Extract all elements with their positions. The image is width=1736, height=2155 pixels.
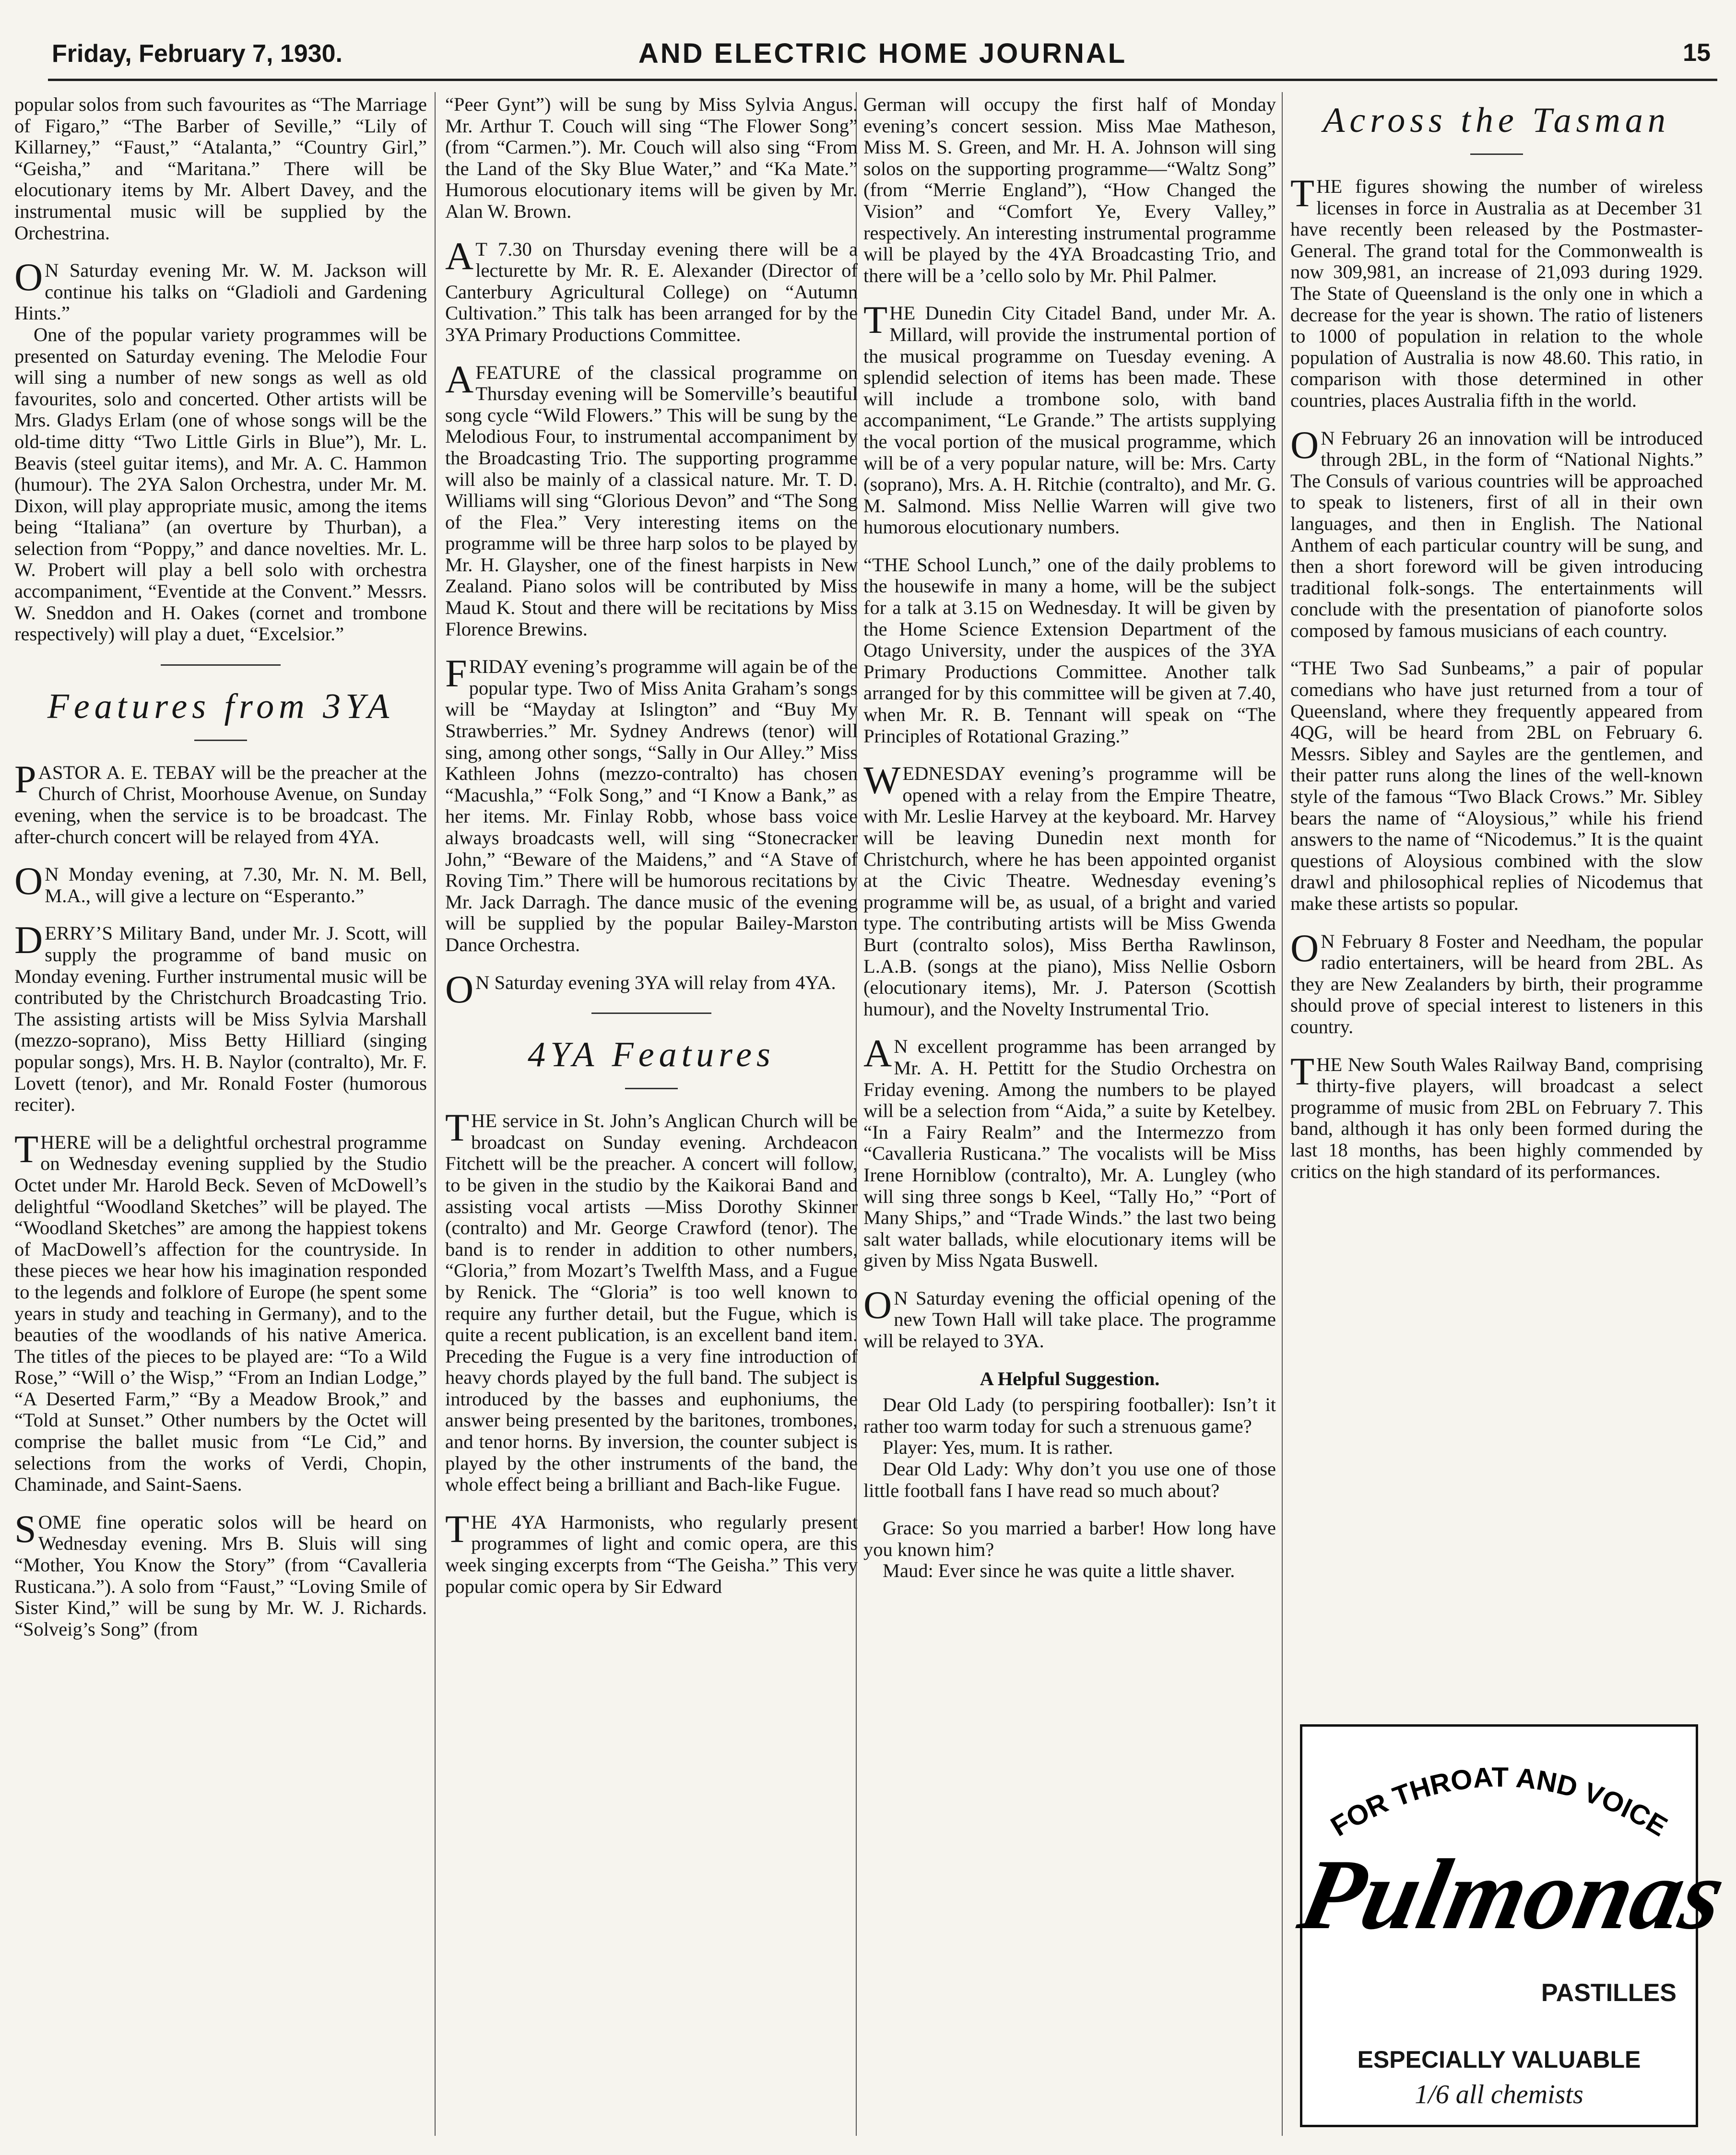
article-paragraph: ON February 26 an innovation will be introduced through 2BL, in the form of “National Nights.” The Consuls of various countries will be approached to speak to listeners, first of all in their own languages, and then in English. The National Anthem of each particular country will be sung, and then a short foreword will be given introducing traditional folk-songs. The entertainments will conclude with the presentation of pianoforte solos composed by famous musicians of each country. bbox=[1290, 423, 1703, 641]
article-paragraph: DERRY’S Military Band, under Mr. J. Scott, will supply the programme of band music on Monday evening. Further instrumental music will be contributed by the Christchurch Broadcasting Trio. The assisting artists will be Miss Sylvia Marshall (mezzo-soprano), Miss Betty Hilliard (singing popular songs), Mrs. H. B. Naylor (contralto), Mr. F. Lovett (tenor), and Mr. Ronald Foster (humorous reciter). bbox=[14, 918, 427, 1116]
article-paragraph: AFEATURE of the classical programme on Thursday evening will be Somerville’s beautiful song cycle “Wild Flowers.” This will be sung by the Melodious Four, to instrumental accompaniment by the Broadcasting Trio. The supporting programme will also be mainly of a classical nature. Mr. T. D. Williams will sing “Glorious Devon” and “The Song of the Flea.” Very interesting items on the programme will be three harp solos to be played by Mr. H. Glaysher, one of the finest harpists in New Zealand. Piano solos will be contributed by Miss Maud K. Stout and there will be recitations by Miss Florence Brewins. bbox=[445, 357, 858, 640]
section-heading: 4YA Features bbox=[528, 1035, 775, 1075]
ad-product-type: PASTILLES bbox=[1541, 1979, 1677, 2007]
dialogue-block bbox=[863, 1394, 1276, 1582]
article-paragraph: One of the popular variety programmes will be presented on Saturday evening. The Melodie Four will sing a number of new songs as well as old favourites, solo and concerted. Other artists will be Mrs. Gladys Erlam (one of whose songs will be the old-time ditty “Two Little Girls in Blue”), Mr. L. Beavis (steel guitar items), and Mr. A. C. Hammon (humour). The 2YA Salon Orchestra, under Mr. M. Dixon, will play appropriate music, among the items being “Italiana” (an overture by Thurban), a selection from “Poppy,” and dance novelties. Mr. L. W. Probert will play a bell solo with orchestra accompaniment, “Eventide at the Convent.” Messrs. W. Sneddon and H. Oakes (cornet and trombone respectively) will play a duet, “Excelsior.” bbox=[14, 323, 427, 645]
article-paragraph: FRIDAY evening’s programme will again be of the popular type. Two of Miss Anita Graham’s songs will be “Mayday at Islington” and “Buy My Strawberries.” Mr. Sydney Andrews (tenor) will sing, among other songs, “Sally in Our Alley.” Miss Kathleen Johns (mezzo-contralto) has chosen “Macushla,” “Folk Song,” and “I Know a Bank,” as her items. Mr. Finlay Robb, whose bass voice always broadcasts well, will sing “Stonecracker John,” “Beware of the Maidens,” and “A Stave of Roving Tim.” There will be humorous recitations by Mr. Jack Darragh. The dance music of the evening will be supplied by the popular Bailey-Marston Dance Orchestra. bbox=[445, 651, 858, 955]
article-paragraph: AT 7.30 on Thursday evening there will be a lecturette by Mr. R. E. Alexander (Director of Canterbury Agricultural College) on “Autumn Cultivation.” This talk has been arranged for by the 3YA Primary Productions Committee. bbox=[445, 234, 858, 345]
article-paragraph: ON Saturday evening the official opening of the new Town Hall will take place. The programme will be relayed to 3YA. bbox=[863, 1283, 1276, 1352]
article-paragraph: ON Monday evening, at 7.30, Mr. N. M. Bell, M.A., will give a lecture on “Esperanto.” bbox=[14, 859, 427, 907]
article-paragraph: THERE will be a delightful orchestral programme on Wednesday evening supplied by the Studio Octet under Mr. Harold Beck. Seven of McDowell’s delightful “Woodland Sketches” will be played. The “Woodland Sketches” are among the happiest tokens of MacDowell’s affection for the countryside. In these pieces we hear how his imagination responded to the legends and folklore of Europe (he spent some years in study and teaching in Germany), and to the beauties of the woodlands of his native America. The titles of the pieces to be played are: “To a Wild Rose,” “Will o’ the Wisp,” “From an Indian Lodge,” “A Deserted Farm,” “By a Meadow Brook,” and “Told at Sunset.” Other numbers by the Octet will comprise the ballet music from “Le Cid,” and selections from the works of Verdi, Chopin, Chaminade, and Saint-Saens. bbox=[14, 1127, 427, 1496]
column-rule bbox=[1282, 92, 1283, 2136]
dialogue-line: Maud: Ever since he was quite a little shaver. bbox=[883, 1560, 1235, 1582]
page-number: 15 bbox=[1683, 39, 1711, 67]
column-rule bbox=[435, 92, 436, 2136]
article-paragraph: AN excellent programme has been arranged by Mr. A. H. Pettitt for the Studio Orchestra on Friday evening. Among the numbers to be played will be a selection from “Aida,” a suite by Ketelbey. “In a Fairy Realm” and the Intermezzo from “Cavalleria Rusticana.” The vocalists will be Miss Irene Horniblow (contralto), Mr. A. Lungley (who will sing three songs b Keel, “Tally Ho,” “Port of Many Ships,” and “Trade Winds.” the last two being salt water ballads, while elocutionary items will be given by Miss Ngata Buswell. bbox=[863, 1031, 1276, 1272]
article-paragraph: THE Dunedin City Citadel Band, under Mr. A. Millard, will provide the instrumental portion of the musical programme on Tuesday evening. A splendid selection of items has been made. These will include a trombone solo, with band accompaniment, “Le Grande.” The artists supplying the vocal portion of the musical programme, which will be of a very popular nature, will be: Mrs. Carty (soprano), Mrs. A. H. Ritchie (contralto), and Mr. G. M. Salmond. Miss Nellie Warren will give two humorous elocutionary numbers. bbox=[863, 298, 1276, 538]
article-paragraph: ON Saturday evening 3YA will relay from 4YA. bbox=[445, 967, 836, 1011]
section-heading: Across the Tasman bbox=[1323, 101, 1670, 140]
article-paragraph: PASTOR A. E. TEBAY will be the preacher at the Church of Christ, Moorhouse Avenue, on Sunday evening, when the service is to be broadcast. The after-church concert will be relayed from 4YA. bbox=[14, 757, 427, 848]
ad-price: 1/6 all chemists bbox=[1415, 2080, 1583, 2109]
article-paragraph: THE New South Wales Railway Band, comprising thirty-five players, will broadcast a select programme of music from 2BL on February 7. This band, although it has only been formed during the last 18 months, has been highly commended by critics on the high standard of its performances. bbox=[1290, 1049, 1703, 1182]
pulmonas-advertisement bbox=[1290, 1724, 1735, 2127]
separator-rule bbox=[591, 1013, 711, 1014]
article-paragraph: “THE School Lunch,” one of the daily problems to the housewife in many a home, will be the subject for a talk at 3.15 on Wednesday. It will be given by the Home Science Extension Department of the Otago University, under the auspices of the 3YA Primary Productions Committee. Another talk arranged for by this committee will be given at 7.40, when Mr. R. B. Tennant will speak on “The Principles of Rotational Grazing.” bbox=[863, 553, 1276, 747]
article-paragraph: SOME fine operatic solos will be heard on Wednesday evening. Mrs B. Sluis will sing “Mother, You Know the Story” (from “Cavalleria Rusticana.”). A solo from “Faust,” “Loving Smile of Sister Kind,” will be sung by Mr. W. J. Richards. “Solveig’s Song” (from bbox=[14, 1507, 427, 1640]
column-1 bbox=[14, 94, 427, 2132]
subheading: A Helpful Suggestion. bbox=[980, 1367, 1160, 1390]
section-heading: Features from 3YA bbox=[47, 686, 394, 726]
dialogue-line: Dear Old Lady (to perspiring footballer): Isn’t it rather too warm today for such a strenuous game? bbox=[863, 1394, 1276, 1437]
separator-rule bbox=[161, 664, 281, 666]
article-paragraph: ON Saturday evening Mr. W. M. Jackson will continue his talks on “Gladioli and Gardening Hints.” bbox=[14, 255, 427, 324]
article-paragraph: ON February 8 Foster and Needham, the popular radio entertainers, will be heard from 2BL. As they are New Zealanders by birth, their programme should prove of special interest to listeners in this country. bbox=[1290, 926, 1703, 1037]
heading-rule bbox=[194, 740, 247, 741]
column-2 bbox=[445, 94, 858, 2132]
dialogue-line: Player: Yes, mum. It is rather. bbox=[883, 1437, 1113, 1459]
article-paragraph: popular solos from such favourites as “The Marriage of Figaro,” “The Barber of Seville,” “Lily of Killarney,” “Faust,” “Atalanta,” “Country Girl,” “Geisha,” and “Maritana.” There will be elocutionary items by Mr. Albert Davey, and the instrumental music will be supplied by the Orchestrina. bbox=[14, 94, 427, 244]
article-paragraph: “THE Two Sad Sunbeams,” a pair of popular comedians who have just returned from a tour of Queensland, where they frequently appeared from 4QG, will be heard from 2BL on February 6. Messrs. Sibley and Sayles are the gentlemen, and their patter runs along the lines of the well-known style of the famous “Two Black Crows.” Mr. Sibley bears the name of “Aloysious,” while his friend answers to the name of “Nicodemus.” It is the quaint questions of Aloysious combined with the slow drawl and philosophical replies of Nicodemus that make these artists so popular. bbox=[1290, 657, 1703, 914]
article-paragraph: THE 4YA Harmonists, who regularly present programmes of light and comic opera, are this week singing excerpts from “The Geisha.” This very popular comic opera by Sir Edward bbox=[445, 1507, 858, 1597]
dialogue-line: Grace: So you married a barber! How long have you known him? bbox=[863, 1517, 1276, 1560]
article-paragraph: WEDNESDAY evening’s programme will be opened with a relay from the Empire Theatre, with Mr. Leslie Harvey at the keyboard. Mr. Harvey will be leaving Dunedin next month for Christchurch, where he has been appointed organist at the Civic Theatre. Wednesday evening’s programme will be, as usual, of a bright and varied type. The contributing artists will be Miss Gwenda Burt (contralto solos), Miss Bertha Rawlinson, L.A.B. (songs at the piano), Miss Nellie Osborn (elocutionary items), Mr. J. Paterson (Scottish humour), and the Novelty Instrumental Trio. bbox=[863, 758, 1276, 1020]
column-3 bbox=[863, 94, 1276, 2132]
article-paragraph: THE service in St. John’s Anglican Church will be broadcast on Sunday evening. Archdeacon Fitchett will be the preacher. A concert will follow, to be given in the studio by the Kaikorai Band and assisting vocal artists —Miss Dorothy Skinner (contralto) and Mr. George Crawford (tenor). The band is to render in addition to other numbers, “Gloria,” from Mozart’s Twelfth Mass, and a Fugue by Renick. The “Gloria” is too well known to require any further detail, but the Fugue, which is quite a recent publication, is an excellent band item. Preceding the Fugue is a very fine introduction of heavy chords played by the full band. The subject is introduced by the basses and euphoniums, the answer being presented by the baritones, trombones, and tenor horns. By inversion, the counter subject is played by the other instruments of the band, the whole effect being a brilliant and Bach-like Fugue. bbox=[445, 1106, 858, 1496]
heading-rule bbox=[1470, 153, 1523, 155]
issue-date: Friday, February 7, 1930. bbox=[52, 40, 342, 68]
journal-title: AND ELECTRIC HOME JOURNAL bbox=[638, 38, 1127, 69]
page-header bbox=[48, 37, 1717, 81]
ad-tagline: ESPECIALLY VALUABLE bbox=[1357, 2046, 1641, 2073]
article-paragraph: THE figures showing the number of wireless licenses in force in Australia as at December 31 have recently been released by the Postmaster-General. The grand total for the Commonwealth is now 309,981, an increase of 21,093 during 1929. The State of Queensland is the only one in which a decrease for the year is shown. The ratio of listeners to 1000 of population in relation to the whole population of Australia is now 48.60. This ratio, in comparison with those determined in other countries, places Australia fifth in the world. bbox=[1290, 171, 1703, 411]
ad-top-line: FOR THROAT AND VOICE bbox=[1325, 1761, 1673, 1843]
ad-brand-name: Pulmonas bbox=[1290, 1839, 1735, 1950]
heading-rule bbox=[625, 1088, 678, 1089]
article-paragraph: “Peer Gynt”) will be sung by Miss Sylvia Angus. Mr. Arthur T. Couch will sing “The Flower Song” (from “Carmen.”). Mr. Couch will also sing “From the Land of the Sky Blue Water,” and “Ka Mate.” Humorous elocutionary items will be given by Mr. Alan W. Brown. bbox=[445, 94, 858, 222]
dialogue-line: Dear Old Lady: Why don’t you use one of those little football fans I have read so much about? bbox=[863, 1458, 1276, 1501]
article-paragraph: German will occupy the first half of Monday evening’s concert session. Miss Mae Matheson, Miss M. S. Green, and Mr. H. A. Johnson will sing solos on the supporting programme—“Waltz Song” (from “Merrie England”), “How Changed the Vision” and “Comfort Ye, Every Valley,” respectively. An interesting instrumental programme will be played by the 4YA Broadcasting Trio, and there will be a ’cello solo by Mr. Phil Palmer. bbox=[863, 94, 1276, 286]
